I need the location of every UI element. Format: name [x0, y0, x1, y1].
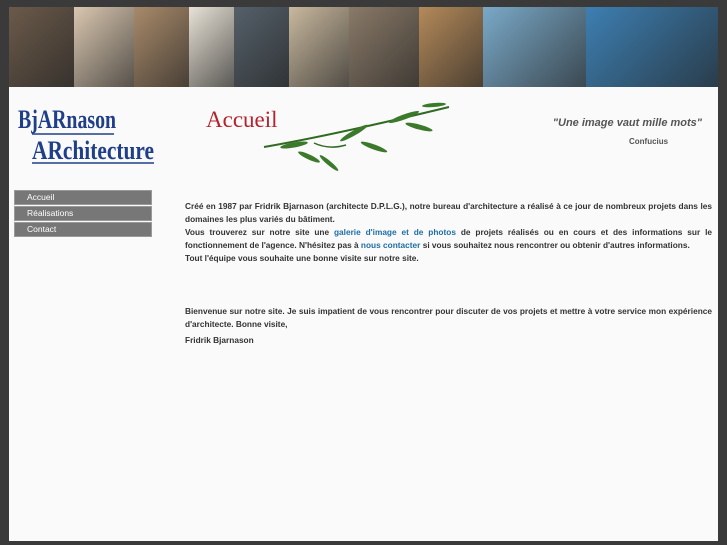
nav-item-contact[interactable]: Contact [14, 222, 152, 237]
site-text-2: de projets réalisés ou en cours et des informations sur le fonctionnement de l'agence. N'hésitez pas à [185, 227, 712, 250]
banner-photo [74, 7, 134, 87]
logo-line2: ARchitecture [32, 136, 154, 165]
banner-photo [289, 7, 349, 87]
banner-photo [419, 7, 483, 87]
nav-item-accueil[interactable]: Accueil [14, 190, 152, 205]
banner-photo [134, 7, 189, 87]
quote: "Une image vaut mille mots" [552, 117, 702, 129]
logo-line1: BjARnason [18, 105, 117, 134]
quote-author: Confucius [629, 137, 669, 146]
page-title: Accueil [206, 107, 278, 132]
photo-banner [9, 7, 718, 87]
banner-photo [9, 7, 74, 87]
site-text-3: si vous souhaitez nous rencontrer ou obtenir d'autres informations. [420, 240, 690, 250]
banner-photo [349, 7, 419, 87]
site-text-1: Vous trouverez sur notre site une [185, 227, 334, 237]
contact-link[interactable]: nous contacter [360, 240, 421, 250]
page [9, 7, 718, 541]
site-paragraph [185, 226, 712, 252]
banner-photo [234, 7, 289, 87]
signature: Fridrik Bjarnason [185, 335, 254, 345]
banner-photo [586, 7, 718, 87]
architect-message: Bienvenue sur notre site. Je suis impatient de vous rencontrer pour discuter de vos projets et mettre à votre service mon expérience d'architecte. Bonne visite, [185, 306, 712, 329]
main-content [185, 200, 712, 347]
welcome-paragraph: Tout l'équipe vous souhaite une bonne visite sur notre site. [185, 253, 419, 263]
banner-photo [189, 7, 234, 87]
logo [16, 102, 156, 166]
banner-photo [483, 7, 586, 87]
nav-item-realisations[interactable]: Réalisations [14, 206, 152, 221]
intro-paragraph: Créé en 1987 par Fridrik Bjarnason (architecte D.P.L.G.), notre bureau d'architecture a réalisé à ce jour de nombreux projets dans les domaines les plus variés du bâtiment. [185, 201, 712, 224]
gallery-link[interactable]: galerie d'image et de photos [333, 227, 456, 237]
bamboo-decoration [254, 95, 454, 175]
main-nav [14, 190, 152, 238]
